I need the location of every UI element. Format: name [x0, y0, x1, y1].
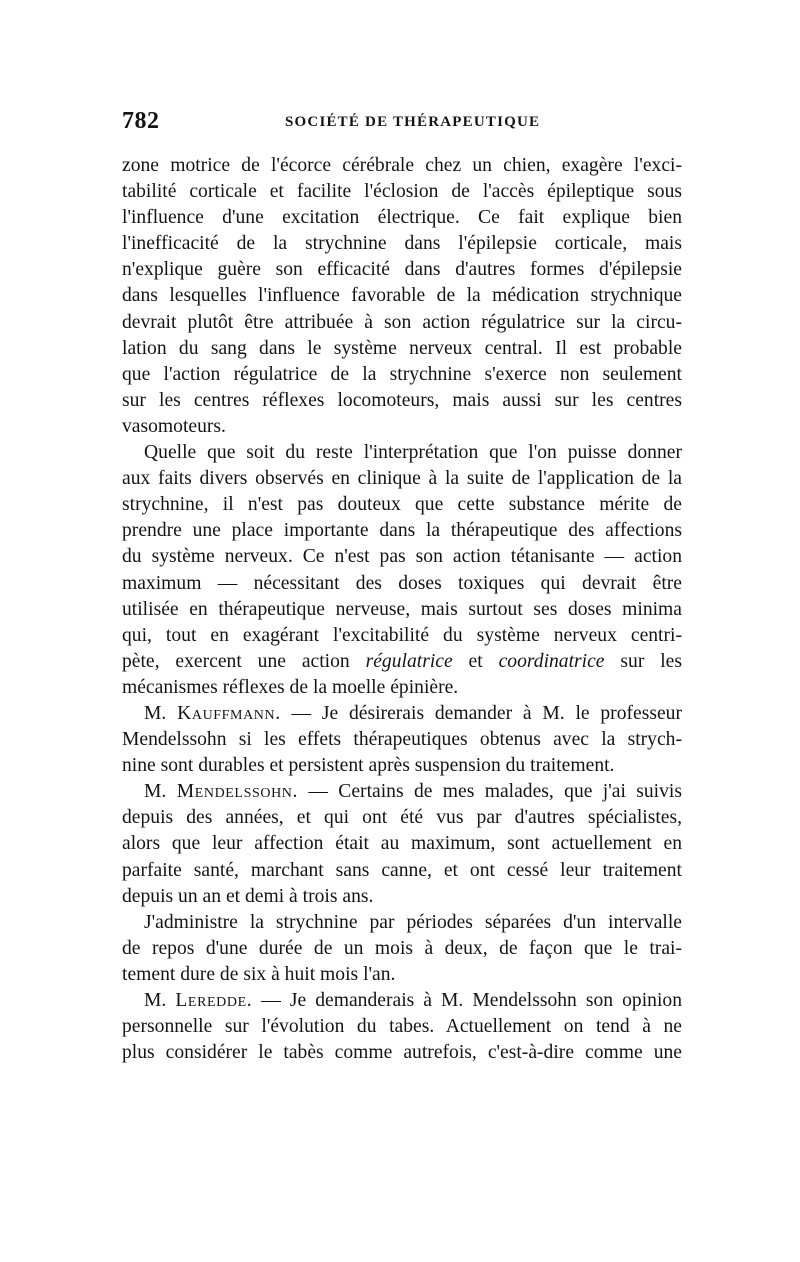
text-segment: — Certains de mes malades, que j'ai suivis: [298, 781, 682, 803]
body-text: [122, 153, 682, 1066]
text-line: maximum — nécessitant des doses toxiques qui devrait être: [122, 572, 682, 594]
text-line: [122, 779, 682, 805]
text-line: personnelle sur l'évolution du tabes. Actuellement on tend à ne: [122, 1016, 682, 1038]
text-line: devrait plutôt être attribuée à son action régulatrice sur la circu-: [122, 311, 682, 333]
text-line: [122, 988, 682, 1014]
speaker-name: Kauffmann.: [177, 702, 281, 724]
speaker-name: Mendelssohn.: [176, 781, 298, 803]
text-line: plus considérer le tabès comme autrefois, c'est-à-dire comme une: [122, 1042, 682, 1064]
text-line: l'influence d'une excitation électrique. Ce fait explique bien: [122, 207, 682, 229]
text-line: tement dure de six à huit mois l'an.: [122, 963, 396, 985]
text-line: dans lesquelles l'influence favorable de la médication strychnique: [122, 285, 682, 307]
text-line: Quelle que soit du reste l'interprétation que l'on puisse donner: [144, 442, 682, 464]
text-line: que l'action régulatrice de la strychnine s'exerce non seulement: [122, 363, 682, 385]
text-line: depuis un an et demi à trois ans.: [122, 885, 374, 907]
text-line: n'explique guère son efficacité dans d'autres formes d'épilepsie: [122, 259, 682, 281]
text-segment: sur les: [604, 650, 683, 672]
text-line: J'administre la strychnine par périodes séparées d'un intervalle: [144, 911, 682, 933]
text-line: de repos d'une durée de un mois à deux, de façon que le trai-: [122, 937, 682, 959]
text-line: strychnine, il n'est pas douteux que cette substance mérite de: [122, 494, 682, 516]
text-line: Mendelssohn si les effets thérapeutiques obtenus avec la strych-: [122, 729, 682, 751]
text-line: lation du sang dans le système nerveux central. Il est probable: [122, 337, 682, 359]
text-segment: — Je désirerais demander à M. le professeur: [280, 702, 682, 724]
text-line: [122, 701, 682, 727]
text-line: nine sont durables et persistent après suspension du traitement.: [122, 755, 615, 777]
text-line: [122, 649, 682, 675]
text-line: zone motrice de l'écorce cérébrale chez un chien, exagère l'exci-: [122, 155, 682, 176]
text-line: mécanismes réflexes de la moelle épinière.: [122, 676, 459, 698]
text-segment: pète, exercent une action: [122, 650, 366, 672]
italic-term-regulatrice: régulatrice: [365, 650, 453, 672]
text-segment: et: [452, 650, 499, 672]
text-line: parfaite santé, marchant sans canne, et ont cessé leur traitement: [122, 859, 682, 881]
page-header: [122, 108, 682, 148]
text-segment: M.: [144, 990, 176, 1011]
text-segment: — Je demanderais à M. Mendelssohn son opinion: [252, 990, 682, 1011]
text-line: depuis des années, et qui ont été vus par d'autres spécialistes,: [122, 807, 682, 829]
speaker-name: Leredde.: [175, 990, 253, 1011]
running-title: SOCIÉTÉ DE THÉRAPEUTIQUE: [285, 114, 541, 130]
text-line: l'inefficacité de la strychnine dans l'épilepsie corticale, mais: [122, 233, 682, 255]
text-line: sur les centres réflexes locomoteurs, mais aussi sur les centres: [122, 389, 682, 411]
text-segment: M.: [144, 702, 178, 724]
text-line: prendre une place importante dans la thérapeutique des affections: [122, 520, 682, 542]
text-line: tabilité corticale et facilite l'éclosion de l'accès épileptique sous: [122, 181, 682, 203]
italic-term-coordinatrice: coordinatrice: [498, 650, 605, 672]
text-line: du système nerveux. Ce n'est pas son action tétanisante — action: [122, 546, 682, 568]
text-line: vasomoteurs.: [122, 415, 226, 437]
page-number: 782: [122, 108, 160, 134]
text-line: aux faits divers observés en clinique à la suite de l'application de la: [122, 468, 682, 490]
text-line: alors que leur affection était au maximum, sont actuellement en: [122, 833, 682, 855]
text-segment: M.: [144, 781, 177, 803]
text-line: utilisée en thérapeutique nerveuse, mais surtout ses doses minima: [122, 598, 682, 620]
text-line: qui, tout en exagérant l'excitabilité du système nerveux centri-: [122, 624, 682, 646]
